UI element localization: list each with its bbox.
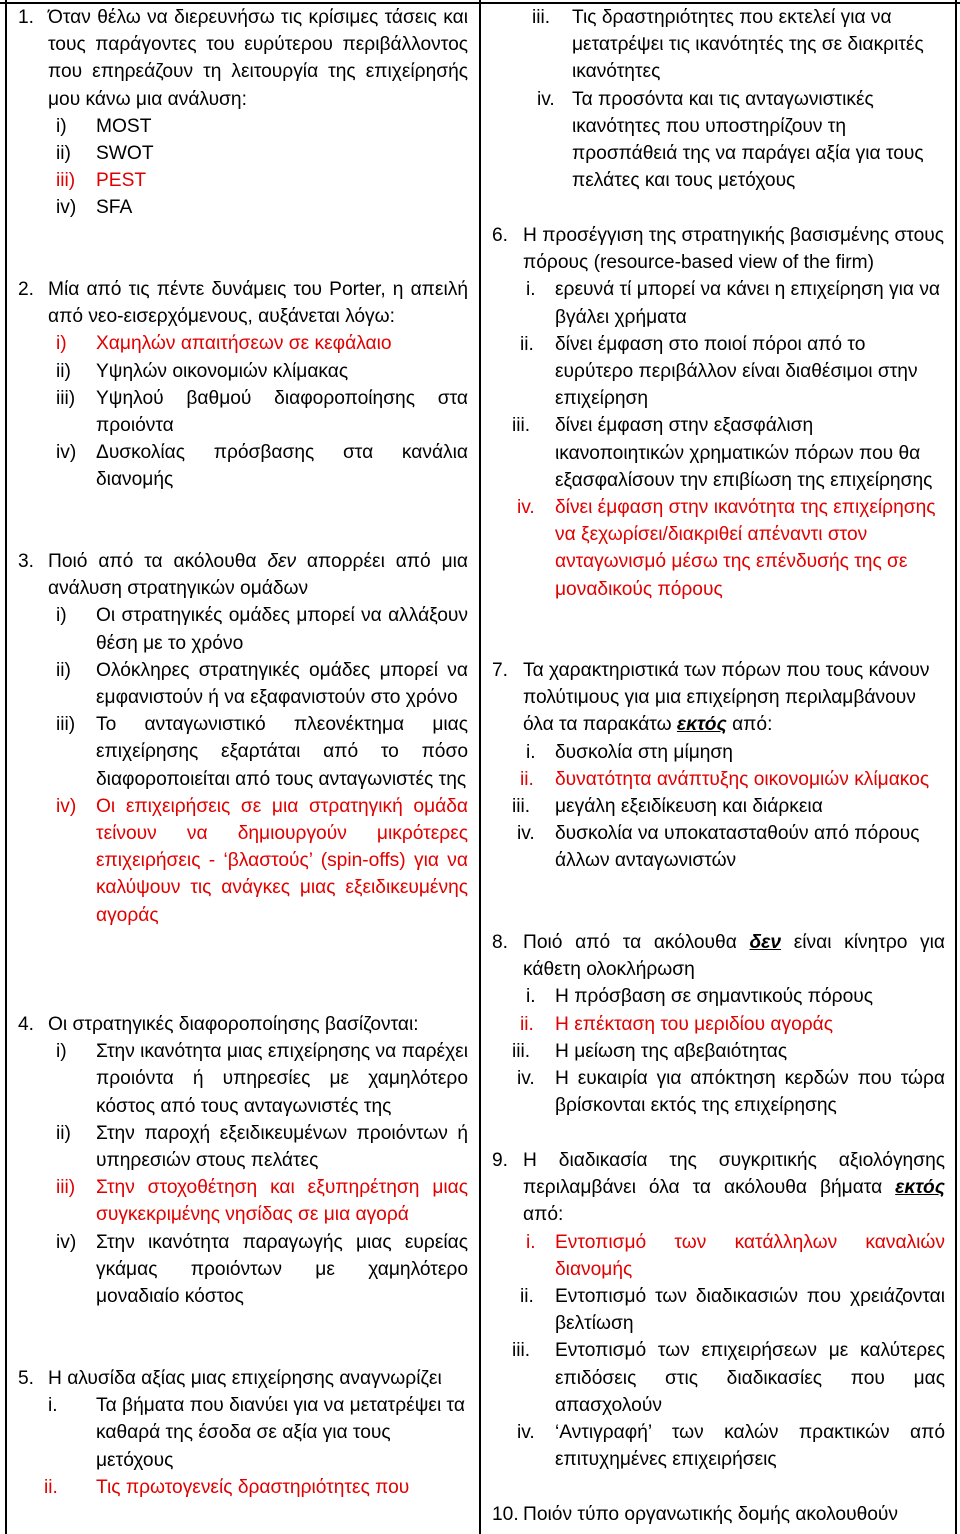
answer-option (0, 330, 480, 357)
option-text: Δυσκολίας πρόσβασης στα κανάλια διανομής (96, 442, 468, 491)
option-label: i) (56, 115, 67, 137)
question-number: 3. (18, 551, 35, 572)
option-text: δίνει έμφαση στην ικανότητα της επιχείρησης να ξεχωρίσει/διακριθεί απέναντι στον ανταγωνισμό μέσω της επένδυσής της σε μοναδικούς πόρους (555, 497, 936, 600)
question-number: 5. (18, 1368, 35, 1389)
option-text: Εντοπισμό των διαδικασιών που χρειάζονται βελτίωση (555, 1286, 945, 1335)
stem-text: Ποιό από τα ακόλουθα (48, 551, 268, 572)
answer-option (480, 86, 960, 195)
option-text: Τις πρωτογενείς δραστηριότητες που (96, 1476, 410, 1498)
option-label: ii. (520, 1013, 534, 1035)
option-label: ii. (520, 768, 534, 790)
answer-option (480, 1337, 960, 1419)
question-number: 4. (18, 1014, 35, 1035)
answer-option (0, 602, 480, 656)
answer-option (0, 657, 480, 711)
answer-option (0, 385, 480, 439)
answer-option (0, 711, 480, 793)
option-text: Υψηλού βαθμού διαφοροποίησης στα προιόντα (96, 387, 468, 437)
option-label: iv. (517, 1422, 535, 1444)
option-text: Στην στοχοθέτηση και εξυπηρέτηση μιας συγκεκριμένης νησίδας σε μια αγορά (96, 1177, 468, 1226)
option-text: Στην παροχή εξειδικευμένων προιόντων ή υπηρεσιών στους πελάτες (96, 1122, 468, 1172)
option-text: SWOT (96, 143, 154, 165)
option-label: iv) (56, 1231, 77, 1253)
option-label: iv. (517, 823, 535, 845)
answer-option (480, 412, 960, 494)
question-stem: Η αλυσίδα αξίας μιας επιχείρησης αναγνωρίζει (48, 1368, 442, 1389)
answer-option (0, 1474, 480, 1501)
option-label: ii) (56, 143, 71, 165)
question-1 (0, 4, 480, 222)
option-text: Τα προσόντα και τις ανταγωνιστικές ικανότητες που υποστηρίζουν τη προσπάθειά της να παράγει αξία για τους πελάτες και τους μετόχους (572, 88, 924, 192)
option-label: i) (56, 1041, 67, 1063)
question-6 (480, 222, 960, 603)
question-stem: Όταν θέλω να διερευνήσω τις κρίσιμες τάσεις και τους παράγοντες του ευρύτερου περιβάλλοντος που επηρεάζουν τη λειτουργία της επιχείρησής μου κάνω μια ανάλυση: (48, 7, 468, 110)
answer-option (0, 113, 480, 140)
option-text: Η πρόσβαση σε σημαντικούς πόρους (555, 986, 873, 1008)
option-label: i. (526, 1231, 536, 1253)
option-label: iii. (512, 796, 531, 818)
option-label: i. (48, 1395, 58, 1417)
answer-option (480, 1419, 960, 1473)
stem-text: Η διαδικασία της συγκριτικής αξιολόγησης περιλαμβάνει όλα τα ακόλουθα βήματα (523, 1150, 945, 1199)
option-text: Στην ικανότητα μιας επιχείρησης να παρέχει προιόντα ή υπηρεσίες με χαμηλότερο κόστος από τους ανταγωνιστές της (96, 1041, 468, 1117)
option-label: iii. (512, 415, 531, 437)
stem-text-end: από: (726, 714, 773, 736)
option-label: iii. (512, 1040, 531, 1062)
answer-option (480, 1065, 960, 1119)
option-text: Η επέκταση του μεριδίου αγοράς (555, 1013, 834, 1035)
answer-option (0, 167, 480, 194)
question-number: 6. (492, 225, 509, 246)
option-text: Υψηλών οικονομιών κλίμακας (96, 360, 349, 382)
question-number: 1. (18, 7, 35, 28)
option-text: δυνατότητα ανάπτυξης οικονομιών κλίμακος (555, 768, 930, 790)
option-text: Τα βήματα που διανύει για να μετατρέψει τα καθαρά της έσοδα σε αξία για τους μετόχους (96, 1395, 465, 1471)
option-text: Η μείωση της αβεβαιότητας (555, 1040, 788, 1062)
option-label: ii) (56, 360, 71, 382)
answer-option (0, 1392, 480, 1474)
question-continued (480, 4, 960, 194)
option-text: Το ανταγωνιστικό πλεονέκτημα μιας επιχείρησης εξαρτάται από το πόσο διαφοροποιείται από τους ανταγωνιστές της (96, 714, 468, 790)
option-text: Η ευκαιρία για απόκτηση κερδών που τώρα βρίσκονται εκτός της επιχείρησης (555, 1068, 945, 1117)
option-text: δυσκολία να υποκατασταθούν από πόρους άλλων ανταγωνιστών (555, 823, 920, 872)
option-label: ii. (44, 1476, 58, 1498)
option-label: iv. (517, 497, 535, 519)
option-label: i. (526, 986, 536, 1008)
option-label: ii. (520, 1286, 534, 1308)
answer-option (0, 140, 480, 167)
answer-option (0, 1174, 480, 1228)
stem-text-end: είναι κίνητρο για κάθετη ολοκλήρωση (523, 932, 945, 981)
option-label: iii) (56, 170, 76, 192)
stem-emphasis: εκτός (895, 1177, 945, 1199)
option-text: ερευνά τί μπορεί να κάνει η επιχείρηση για να βγάλει χρήματα (555, 279, 941, 328)
answer-option (480, 793, 960, 820)
question-8 (480, 929, 960, 1119)
question-3 (0, 548, 480, 929)
answer-option (480, 739, 960, 766)
question-7 (480, 657, 960, 875)
question-stem (523, 1147, 945, 1229)
question-stem: Η προσέγγιση της στρατηγικής βασισμένης στους πόρους (resource-based view of the firm) (523, 225, 945, 274)
question-number: 8. (492, 932, 509, 953)
option-label: ii) (56, 1122, 71, 1144)
question-number: 10. (492, 1504, 519, 1525)
question-stem (523, 929, 945, 983)
answer-option (0, 358, 480, 385)
option-label: iii) (56, 387, 76, 409)
question-number: 9. (492, 1150, 509, 1171)
option-label: iii. (512, 1340, 531, 1362)
answer-option (0, 194, 480, 221)
question-stem (48, 548, 468, 602)
question-stem: Μία από τις πέντε δυνάμεις του Porter, η απειλή από νεο-εισερχόμενους, αυξάνεται λόγω: (48, 279, 468, 328)
question-stem (523, 657, 945, 739)
answer-option (480, 1011, 960, 1038)
stem-text-end: από: (523, 1204, 564, 1226)
option-text: ‘Αντιγραφή’ των καλών πρακτικών από επιτυχημένες επιχειρήσεις (555, 1422, 945, 1471)
question-10 (480, 1501, 960, 1528)
option-text: δίνει έμφαση στην εξασφάλιση ικανοποιητικών χρηματικών πόρων που θα εξασφαλίσουν την επιβίωση της επιχείρησης (555, 415, 933, 491)
answer-option (480, 766, 960, 793)
question-stem: Ποιόν τύπο οργανωτικής δομής ακολουθούν (523, 1504, 898, 1525)
option-text: Εντοπισμό των επιχειρήσεων με καλύτερες επιδόσεις στις διαδικασίες που μας απασχολούν (555, 1340, 945, 1416)
option-label: i. (526, 741, 536, 763)
answer-option (480, 331, 960, 413)
option-text: Χαμηλών απαιτήσεων σε κεφάλαιο (96, 333, 392, 355)
option-label: iv) (56, 442, 77, 464)
question-9 (480, 1147, 960, 1473)
option-text: MOST (96, 115, 152, 137)
option-label: iv. (537, 88, 555, 110)
option-text: Τις δραστηριότητες που εκτελεί για να μετατρέψει τις ικανότητές της σε διακριτές ικανότητες (572, 7, 924, 83)
answer-option (0, 1038, 480, 1120)
option-text: Στην ικανότητα παραγωγής μιας ευρείας γκάμας προιόντων με χαμηλότερο μοναδιαίο κόστος (96, 1231, 468, 1308)
answer-option (480, 276, 960, 330)
answer-option (480, 4, 960, 86)
answer-option (480, 1283, 960, 1337)
option-text: Εντοπισμό των κατάλληλων καναλιών διανομής (555, 1231, 945, 1280)
question-5 (0, 1365, 480, 1501)
answer-option (0, 793, 480, 929)
stem-emphasis: δεν (267, 551, 297, 572)
question-number: 7. (492, 660, 509, 681)
option-label: iv) (56, 197, 77, 219)
option-text: δίνει έμφαση στο ποιοί πόροι από το ευρύτερο περιβάλλον είναι διαθέσιμοι στην επιχείρηση (555, 333, 918, 410)
stem-text: Ποιό από τα ακόλουθα (523, 932, 750, 953)
option-label: i. (526, 279, 536, 301)
option-text: Ολόκληρες στρατηγικές ομάδες μπορεί να εμφανιστούν ή να εξαφανιστούν στο χρόνο (96, 659, 468, 709)
option-text: δυσκολία στη μίμηση (555, 741, 733, 763)
option-label: i) (56, 605, 67, 627)
question-stem: Οι στρατηγικές διαφοροποίησης βασίζονται: (48, 1014, 419, 1035)
option-text: PEST (96, 170, 147, 192)
option-text: μεγάλη εξειδίκευση και διάρκεια (555, 796, 823, 818)
option-label: iii) (56, 1177, 76, 1199)
option-text: Οι επιχειρήσεις σε μια στρατηγική ομάδα τείνουν να δημιουργούν μικρότερες επιχειρήσεις - ‘βλαστούς’ (spin-offs) για να καλύψουν τις ανάγκες μιας εξειδικευμένης αγοράς (96, 795, 468, 926)
question-2 (0, 276, 480, 494)
answer-option (0, 1229, 480, 1311)
option-label: ii. (520, 333, 534, 355)
option-label: iv. (517, 1068, 535, 1090)
option-label: iv) (56, 795, 77, 817)
answer-option (480, 494, 960, 603)
answer-option (480, 1229, 960, 1283)
stem-text-end: απορρέει από μια ανάλυση στρατηγικών ομάδων (48, 551, 468, 600)
question-number: 2. (18, 279, 35, 300)
answer-option (0, 439, 480, 493)
answer-option (480, 983, 960, 1010)
option-text: SFA (96, 197, 133, 219)
stem-emphasis: εκτός (676, 714, 727, 736)
question-4 (0, 1011, 480, 1310)
stem-emphasis: δεν (749, 932, 782, 953)
option-text: Οι στρατηγικές ομάδες μπορεί να αλλάξουν θέση με το χρόνο (96, 605, 468, 654)
option-label: i) (56, 333, 67, 355)
answer-option (480, 820, 960, 874)
option-label: iii) (56, 714, 76, 736)
answer-option (0, 1120, 480, 1174)
option-label: ii) (56, 659, 71, 681)
option-label: iii. (532, 7, 551, 28)
answer-option (480, 1038, 960, 1065)
stem-text: Τα χαρακτηριστικά των πόρων που τους κάνουν πολύτιμους για μια επιχείρηση περιλαμβάνουν όλα τα παρακάτω (523, 660, 930, 736)
